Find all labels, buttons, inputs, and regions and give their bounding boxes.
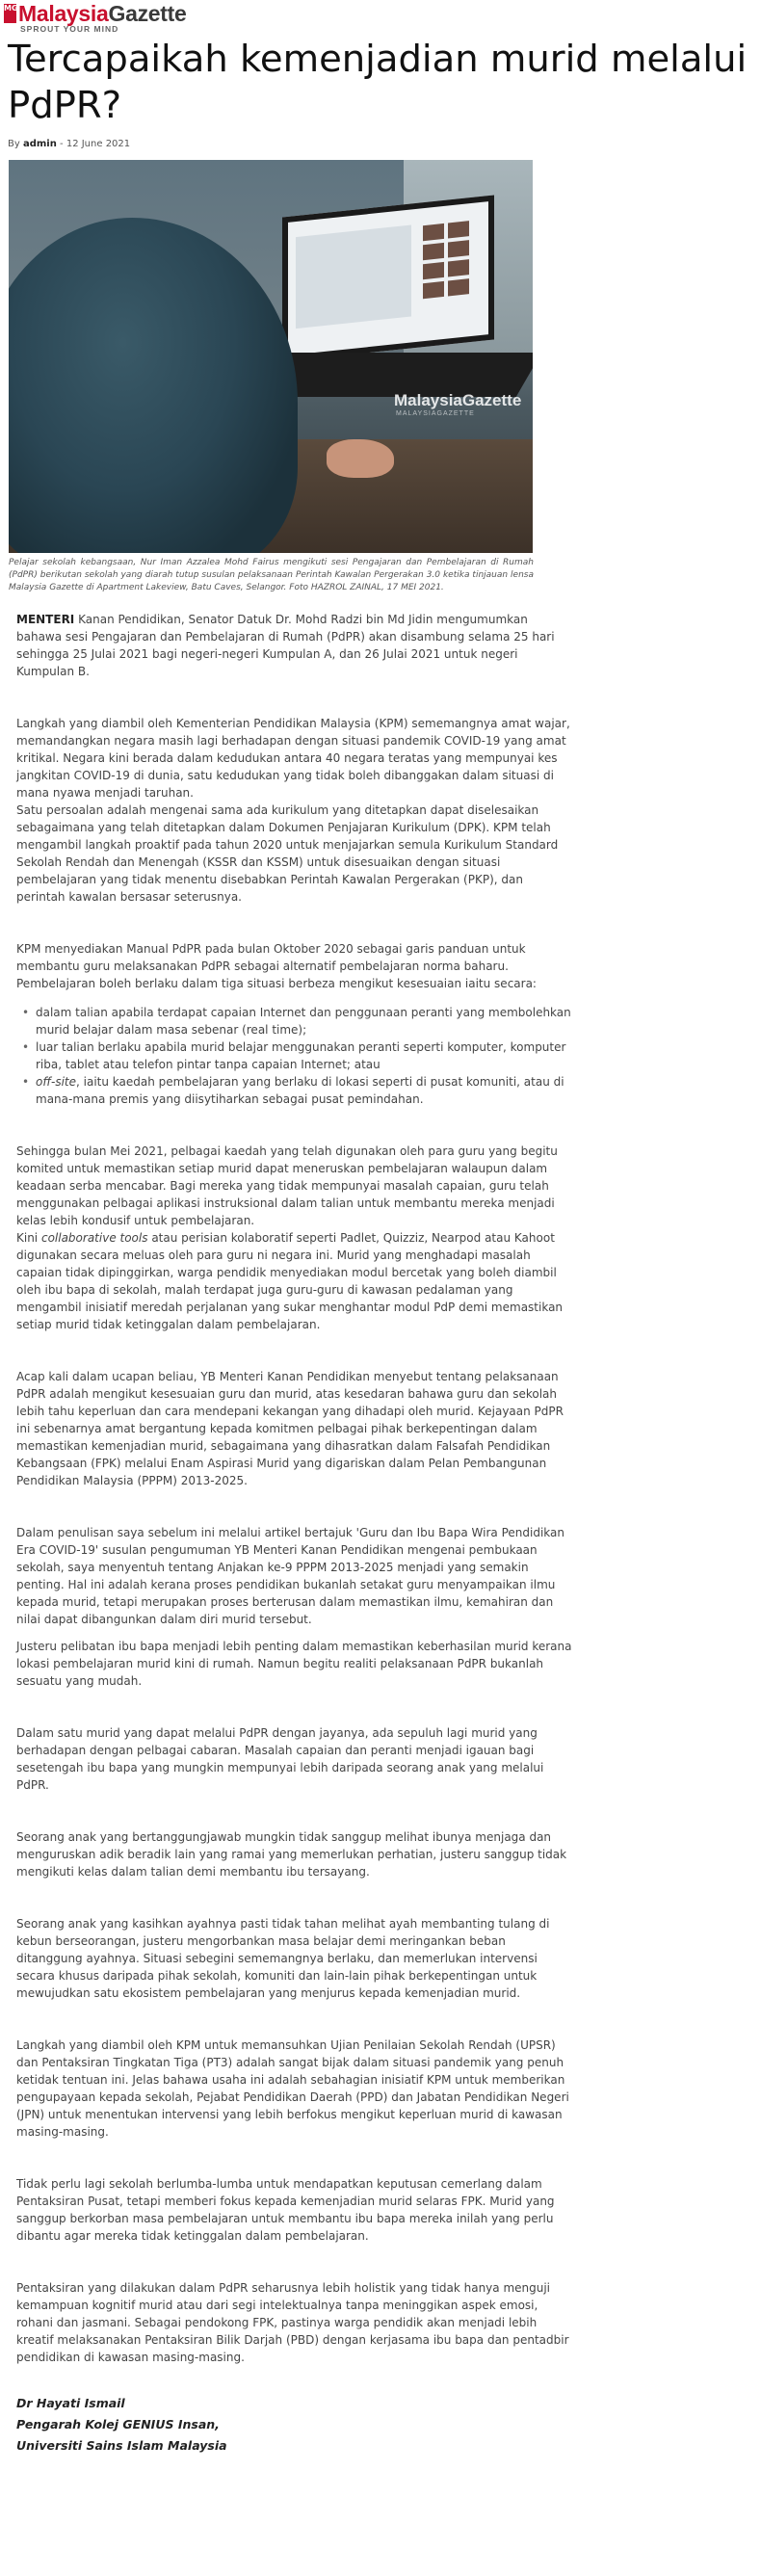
paragraph: Justeru pelibatan ibu bapa menjadi lebih penting dalam memastikan keberhasilan murid kerana lokasi pembelajaran murid kini di rumah. Namun begitu realiti pelaksanaan PdPR bukanlah sesuatu yang mudah.	[16, 1640, 572, 1688]
photo-video-tile	[423, 262, 444, 279]
image-caption: Pelajar sekolah kebangsaan, Nur Iman Azzalea Mohd Fairus mengikuti sesi Pengajaran dan Pembelajaran di Rumah (PdPR) berikutan sekolah yang diarah tutup susulan pelaksanaan Perintah Kawalan Pergerakan 3.0 ketika tinjauan lensa Malaysia Gazette di Apartment Lakeview, Batu Caves, Selangor. Foto HAZROL ZAINAL, 17 MEI 2021.	[9, 558, 534, 592]
signature-title: Pengarah Kolej GENIUS Insan,	[16, 2417, 220, 2431]
site-logo[interactable]	[4, 2, 235, 35]
photo-video-tile	[448, 259, 469, 276]
photo-video-tile	[448, 221, 469, 238]
paragraph-emphasis: collaborative tools	[40, 1231, 148, 1245]
paragraph	[16, 611, 573, 680]
logo-icon: MG	[4, 4, 16, 23]
article-body	[16, 611, 573, 2457]
site-header	[0, 0, 761, 37]
signature-organization: Universiti Sains Islam Malaysia	[16, 2438, 227, 2453]
paragraph-text: atau perisian kolaboratif seperti Padlet, Quizziz, Nearpod atau Kahoot digunakan secara meluas oleh para guru ni negara ini. Murid yang menghadapi masalah capaian tidak dipinggirkan, warga pendidik menyediakan modul bercetak yang boleh diambil oleh ibu bapa di sekolah, malah terdapat juga guru-guru di kawasan pedalaman yang mengambil inisiatif meredah perjalanan yang sukar menghantar modul PdP demi memastikan setiap murid tidak ketinggalan dalam pembelajaran.	[16, 1231, 564, 1331]
list-item-text: , iaitu kaedah pembelajaran yang berlaku di lokasi seperti di pusat komuniti, atau di mana-mana premis yang diisytiharkan sebagai pusat pemindahan.	[36, 1075, 564, 1106]
logo-wordmark	[18, 1, 186, 27]
paragraph-text: Kanan Pendidikan, Senator Datuk Dr. Mohd Radzi bin Md Jidin mengumumkan bahawa sesi Pengajaran dan Pembelajaran di Rumah (PdPR) akan disambung selama 25 hari sehingga 25 Julai 2021 bagi negeri-negeri Kumpulan A, dan 26 Julai 2021 untuk negeri Kumpulan B.	[16, 613, 555, 678]
paragraph: Dalam penulisan saya sebelum ini melalui artikel bertajuk 'Guru dan Ibu Bapa Wira Pendidikan Era COVID-19' susulan pengumuman YB Menteri Kanan Pendidikan mengenai pembukaan sekolah, saya menyentuh tentang Anjakan ke-9 PPPM 2013-2025 menjadi yang semakin penting. Hal ini adalah kerana proses pendidikan bukanlah setakat guru menyampaikan ilmu kepada murid, tetapi merupakan proses berterusan dalam memastikan ilmu, kemahiran dan nilai dapat dibangunkan dalam diri murid tersebut.	[16, 1526, 564, 1626]
paragraph-text: Kini	[16, 1231, 41, 1245]
signature-name: Dr Hayati Ismail	[16, 2396, 125, 2410]
paragraph: Seorang anak yang kasihkan ayahnya pasti tidak tahan melihat ayah membanting tulang di kebun berseorangan, justeru mengorbankan masa belajar demi meringankan beban ditanggung ayahnya. Situasi sebegini sememangnya berlaku, dan memerlukan intervensi secara khusus daripada pihak sekolah, komuniti dan lain-lain pihak berkepentingan untuk mewujudkan satu ekosistem pembelajaran yang menjurus kepada kemenjadian murid.	[16, 1917, 550, 2000]
paragraph: Langkah yang diambil oleh KPM untuk memansuhkan Ujian Penilaian Sekolah Rendah (UPSR) dan Pentaksiran Tingkatan Tiga (PT3) adalah sangat bijak dalam situasi pandemik yang penuh ketidak tentuan ini. Jelas bahawa usaha ini adalah sebahagian inisiatif KPM untuk memberikan pengupayaan kepada sekolah, Pejabat Pendidikan Daerah (PPD) dan Jabatan Pendidikan Negeri (JPN) untuk menentukan intervensi yang lebih berfokus mengikut keperluan murid di kawasan masing-masing.	[16, 2038, 569, 2139]
paragraph: Sehingga bulan Mei 2021, pelbagai kaedah yang telah digunakan oleh para guru yang begitu komited untuk memastikan setiap murid dapat meneruskan pembelajaran walaupun dalam keadaan serba mencabar. Bagi mereka yang tidak mempunyai masalah capaian, guru telah menggunakan pelbagai aplikasi instruksional dalam talian untuk membantu mereka menjadi kelas lebih kondusif untuk pembelajaran.	[16, 1144, 558, 1227]
photo-video-tile	[448, 278, 469, 296]
paragraph	[16, 1229, 573, 1333]
paragraph: Dalam satu murid yang dapat melalui PdPR dengan jayanya, ada sepuluh lagi murid yang berhadapan dengan pelbagai cabaran. Masalah capaian dan peranti menjadi igauan bagi sesetengah ibu bapa yang mungkin mempunyai lebih daripada seorang anak yang melalui PdPR.	[16, 1726, 544, 1792]
logo-part-gazette: Gazette	[108, 1, 187, 26]
photo-video-tile	[448, 240, 469, 257]
publish-date: 12 June 2021	[66, 139, 131, 149]
list-item-emphasis: off-site	[36, 1075, 77, 1089]
paragraph: Pentaksiran yang dilakukan dalam PdPR seharusnya lebih holistik yang tidak hanya menguji kemampuan kognitif murid atau dari segi intelektualnya tanpa meninggikan aspek emosi, rohani dan jasmani. Sebagai pendokong FPK, pastinya warga pendidik akan menjadi lebih kreatif melaksanakan Pentaksiran Bilik Darjah (PBD) dengan kerjasama ibu bapa dan pentadbir pendidikan di kawasan masing-masing.	[16, 2281, 569, 2364]
featured-image	[9, 160, 533, 553]
photo-screen-pane	[296, 224, 411, 329]
byline-separator: -	[60, 139, 64, 149]
paragraph: Seorang anak yang bertanggungjawab mungkin tidak sanggup melihat ibunya menjaga dan menguruskan adik beradik lain yang ramai yang memerlukan perhatian, justeru sanggup tidak mengikuti kelas dalam talian demi membantu ibu tersayang.	[16, 1830, 567, 1879]
list-item	[16, 1073, 573, 1108]
paragraph: Acap kali dalam ucapan beliau, YB Menteri Kanan Pendidikan menyebut tentang pelaksanaan PdPR adalah mengikut kesesuaian guru dan murid, atas kesedaran bahawa guru dan sekolah lebih tahu keperluan dan cara mendepani kekangan yang dihadapi oleh murid. Kejayaan PdPR ini sebenarnya amat bergantung kepada komitmen pelbagai pihak berkepentingan dalam memastikan kemenjadian murid, sebagaimana yang dihasratkan dalam Falsafah Pendidikan Kebangsaan (FPK) melalui Enam Aspirasi Murid yang digariskan dalam Pelan Pembangunan Pendidikan Malaysia (PPPM) 2013-2025.	[16, 1370, 564, 1487]
author-signature	[16, 2393, 573, 2457]
photo-video-tile	[423, 243, 444, 260]
photo-video-tile	[423, 281, 444, 299]
list-item: • dalam talian apabila terdapat capaian Internet dan penggunaan peranti yang membolehkan murid belajar dalam masa sebenar (real time);	[16, 1004, 573, 1038]
paragraph-lead-word: MENTERI	[16, 613, 75, 626]
paragraph: KPM menyediakan Manual PdPR pada bulan Oktober 2020 sebagai garis panduan untuk membantu guru melaksanakan PdPR sebagai alternatif pembelajaran norma baharu. Pembelajaran boleh berlaku dalam tiga situasi berbeza mengikut kesesuaian iaitu secara:	[16, 942, 537, 990]
byline-prefix: By	[8, 139, 20, 149]
paragraph: Langkah yang diambil oleh Kementerian Pendidikan Malaysia (KPM) sememangnya amat wajar, memandangkan negara masih lagi berhadapan dengan situasi pandemik COVID-19 yang amat kritikal. Negara kini berada dalam kedudukan antara 40 negara teratas yang mempunyai kes jangkitan COVID-19 di dunia, satu kedudukan yang tidak boleh dibanggakan dalam situasi di mana nyawa menjadi taruhan.	[16, 717, 570, 800]
list-item: • luar talian berlaku apabila murid belajar menggunakan peranti seperti komputer, komputer riba, tablet atau telefon pintar tanpa capaian Internet; atau	[16, 1038, 573, 1073]
situation-list	[16, 1004, 573, 1108]
article-title: Tercapaikah kemenjadian murid melalui PdPR?	[8, 38, 748, 127]
author-link[interactable]: admin	[22, 139, 57, 149]
photo-laptop-screen	[282, 195, 494, 361]
photo-watermark-sub: MALAYSIAGAZETTE	[396, 410, 475, 417]
paragraph: Satu persoalan adalah mengenai sama ada kurikulum yang ditetapkan dapat diselesaikan sebagaimana yang telah ditetapkan dalam Dokumen Penjajaran Kurikulum (DPK). KPM telah mengambil langkah proaktif pada tahun 2020 untuk menjajarkan semula Kurikulum Standard Sekolah Rendah dan Menengah (KSSR dan KSSM) untuk disesuaikan dengan situasi pembelajaran yang tidak menentu disebabkan Perintah Kawalan Pergerakan (PKP), dan perintah kawalan bersasar seterusnya.	[16, 803, 559, 904]
paragraph: Tidak perlu lagi sekolah berlumba-lumba untuk mendapatkan keputusan cemerlang dalam Pentaksiran Pusat, tetapi memberi fokus kepada kemenjadian murid selaras FPK. Murid yang sanggup berkorban masa pembelajaran untuk membantu ibu bapa mereka inilah yang perlu dibantu agar mereka tidak ketinggalan dalam pembelajaran.	[16, 2177, 555, 2243]
photo-watermark: MalaysiaGazette	[394, 391, 522, 409]
photo-hand	[327, 439, 394, 478]
logo-tagline: SPROUT YOUR MIND	[20, 24, 119, 34]
photo-video-tile	[423, 223, 444, 241]
logo-part-malaysia: Malaysia	[18, 1, 109, 26]
article-byline	[8, 139, 130, 149]
